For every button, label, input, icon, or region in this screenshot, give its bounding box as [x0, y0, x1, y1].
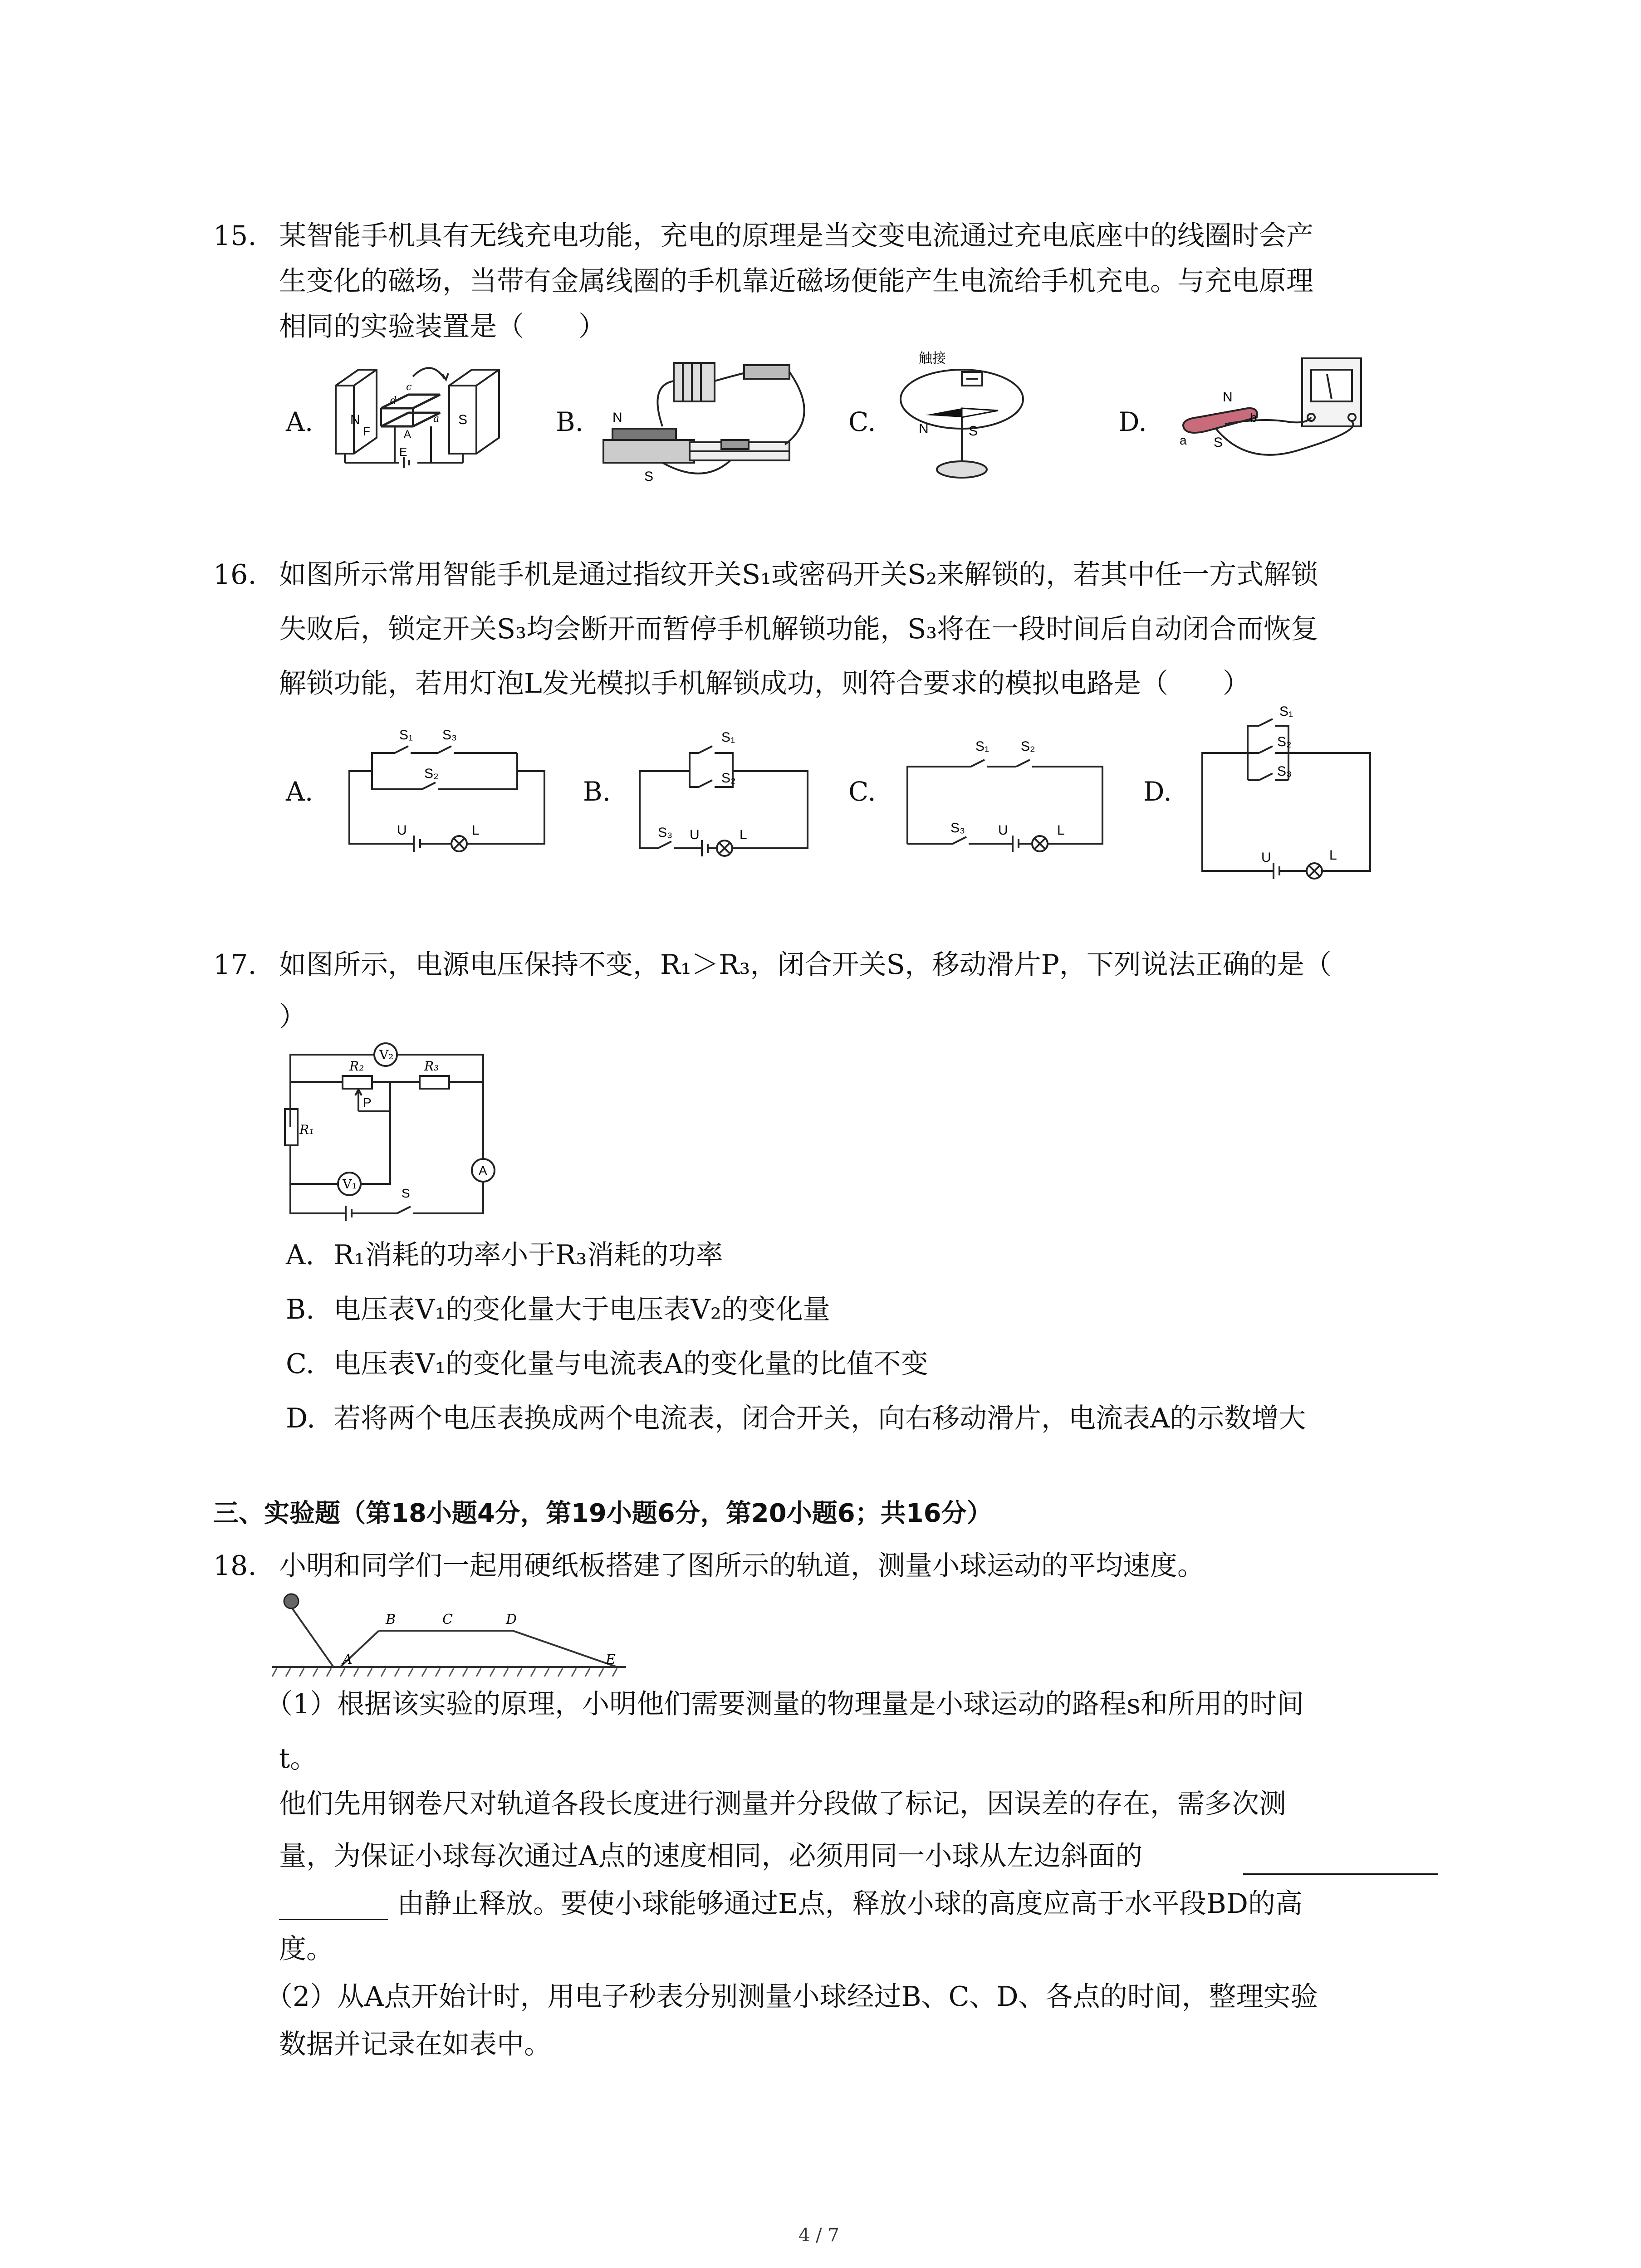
label-r2: R₂: [349, 1059, 364, 1074]
q16-line3: 解锁功能，若用灯泡L发光模拟手机解锁成功，则符合要求的模拟电路是（ ）: [279, 668, 1250, 699]
track-label-b: B: [386, 1612, 396, 1628]
q15-option-c: C.: [848, 406, 876, 437]
label-l: L: [740, 827, 747, 842]
q16-line2: 失败后，锁定开关S₃均会断开而暂停手机解锁功能，S₃将在一段时间后自动闭合而恢复: [279, 613, 1318, 645]
q17-choice-a: R₁消耗的功率小于R₃消耗的功率: [333, 1239, 723, 1271]
q16-circuit-a: [336, 721, 554, 857]
label-l: L: [472, 823, 480, 838]
q17-choice-b: 电压表V₁的变化量大于电压表V₂的变化量: [333, 1294, 830, 1325]
q18-part2-line1: （2）从A点开始计时，用电子秒表分别测量小球经过B、C、D、各点的时间，整理实验: [265, 1981, 1318, 2013]
q17-circuit-diagram: [272, 1043, 508, 1247]
label-r3: R₃: [424, 1059, 439, 1074]
fig-a-label: a: [433, 413, 440, 425]
label-s3: S₃: [658, 825, 673, 840]
label-s3: S₃: [950, 821, 965, 836]
fig-b-label: N: [612, 410, 622, 425]
page-number: 4 / 7: [798, 2225, 839, 2246]
label-l: L: [1329, 848, 1337, 863]
q17-choice-c-key: C.: [286, 1348, 314, 1380]
q15-figure-c-compass: [894, 349, 1030, 490]
label-s3: S₃: [1277, 764, 1292, 779]
q17-number: 17.: [213, 949, 257, 981]
section-heading: 三、实验题（第18小题4分，第19小题6分，第20小题6；共16分）: [213, 1499, 992, 1528]
q15-option-b: B.: [556, 406, 584, 437]
q16-circuit-b: [631, 721, 821, 862]
fig-b-label: S: [644, 469, 654, 484]
fig-a-label: A: [404, 428, 411, 440]
q18-para-line1: 他们先用钢卷尺对轨道各段长度进行测量并分段做了标记，因误差的存在，需多次测: [279, 1788, 1286, 1820]
q15-option-d: D.: [1118, 406, 1147, 437]
label-s1: S₁: [1279, 704, 1293, 719]
label-a: A: [479, 1163, 487, 1178]
label-s2: S₂: [721, 771, 736, 786]
label-s2: S₂: [1277, 734, 1292, 749]
track-label-e: E: [606, 1652, 616, 1667]
q15-number: 15.: [213, 220, 257, 252]
label-v2: V₂: [379, 1047, 394, 1062]
q18-para-line3: 由静止释放。要使小球能够通过E点，释放小球的高度应高于水平段BD的高: [397, 1888, 1303, 1920]
q15-option-a: A.: [286, 406, 314, 437]
q17-line2: ）: [279, 1001, 306, 1033]
q18-part1-line1: （1）根据该实验的原理，小明他们需要测量的物理量是小球运动的路程s和所用的时间: [265, 1688, 1304, 1720]
q16-option-a: A.: [286, 776, 314, 807]
fig-c-label: N: [919, 421, 929, 436]
q15-figure-d-galvanometer: [1171, 349, 1379, 485]
label-s3: S₃: [442, 728, 457, 743]
q17-choice-d-key: D.: [286, 1403, 316, 1434]
label-s2: S₂: [1021, 739, 1035, 754]
q17-choice-b-key: B.: [286, 1294, 315, 1325]
q16-circuit-d: [1193, 703, 1384, 885]
label-s1: S₁: [721, 730, 735, 745]
q18-para-line4: 度。: [279, 1933, 333, 1965]
label-s2: S₂: [424, 766, 439, 781]
label-u: U: [998, 823, 1008, 838]
q16-circuit-c: [898, 726, 1112, 857]
q17-choice-d: 若将两个电压表换成两个电流表，闭合开关，向右移动滑片，电流表A的示数增大: [333, 1403, 1306, 1434]
label-s1: S₁: [399, 728, 413, 743]
q18-line1: 小明和同学们一起用硬纸板搭建了图所示的轨道，测量小球运动的平均速度。: [279, 1550, 1205, 1582]
label-u: U: [690, 827, 700, 842]
fig-c-label: 触接: [919, 351, 946, 367]
fig-a-label: c: [406, 381, 412, 393]
label-u: U: [397, 823, 407, 838]
q18-answer-blank-2[interactable]: [279, 1892, 388, 1920]
label-s1: S₁: [975, 739, 989, 754]
q16-option-b: B.: [583, 776, 611, 807]
track-label-c: C: [442, 1612, 453, 1628]
track-label-d: D: [506, 1612, 517, 1628]
fig-d-label: b: [1250, 411, 1257, 425]
fig-a-label: F: [363, 425, 370, 438]
q15-line3: 相同的实验装置是（ ）: [279, 311, 606, 342]
fig-a-label: E: [399, 445, 407, 459]
q18-part1-line2: t。: [279, 1743, 318, 1774]
fig-a-label: N: [350, 412, 360, 427]
q16-number: 16.: [213, 559, 257, 591]
q15-line1: 某智能手机具有无线充电功能，充电的原理是当交变电流通过充电底座中的线圈时会产: [279, 220, 1313, 252]
label-l: L: [1057, 823, 1065, 838]
q15-figure-b-battery-circuit: [594, 349, 830, 485]
q18-answer-blank-1[interactable]: [1243, 1846, 1438, 1875]
label-u: U: [1261, 850, 1271, 865]
q18-para-line2: 量，为保证小球每次通过A点的速度相同，必须用同一小球从左边斜面的: [279, 1840, 1143, 1872]
q17-choice-a-key: A.: [286, 1239, 314, 1271]
track-label-a: A: [343, 1652, 353, 1667]
q15-line2: 生变化的磁场，当带有金属线圈的手机靠近磁场便能产生电流给手机充电。与充电原理: [279, 265, 1313, 297]
q16-line1: 如图所示常用智能手机是通过指纹开关S₁或密码开关S₂来解锁的，若其中任一方式解锁: [279, 559, 1318, 591]
q15-figure-a-motor: [327, 358, 508, 481]
fig-c-label: S: [969, 424, 978, 439]
q16-option-d: D.: [1143, 776, 1172, 807]
fig-d-label: S: [1214, 435, 1223, 450]
q17-choice-c: 电压表V₁的变化量与电流表A的变化量的比值不变: [333, 1348, 928, 1380]
label-v1: V₁: [343, 1177, 357, 1192]
fig-d-label: a: [1180, 433, 1187, 447]
q17-line1: 如图所示，电源电压保持不变，R₁＞R₃，闭合开关S，移动滑片P，下列说法正确的是（: [279, 949, 1332, 981]
q18-number: 18.: [213, 1550, 257, 1582]
q18-part2-line2: 数据并记录在如表中。: [279, 2028, 551, 2060]
q18-track-diagram: [272, 1588, 635, 1678]
fig-d-label: N: [1223, 390, 1233, 405]
q16-option-c: C.: [848, 776, 876, 807]
label-r1: R₁: [299, 1122, 314, 1137]
label-p: P: [363, 1095, 372, 1110]
fig-a-label: S: [458, 412, 468, 427]
fig-a-label: d: [390, 395, 397, 406]
label-s: S: [402, 1186, 410, 1200]
